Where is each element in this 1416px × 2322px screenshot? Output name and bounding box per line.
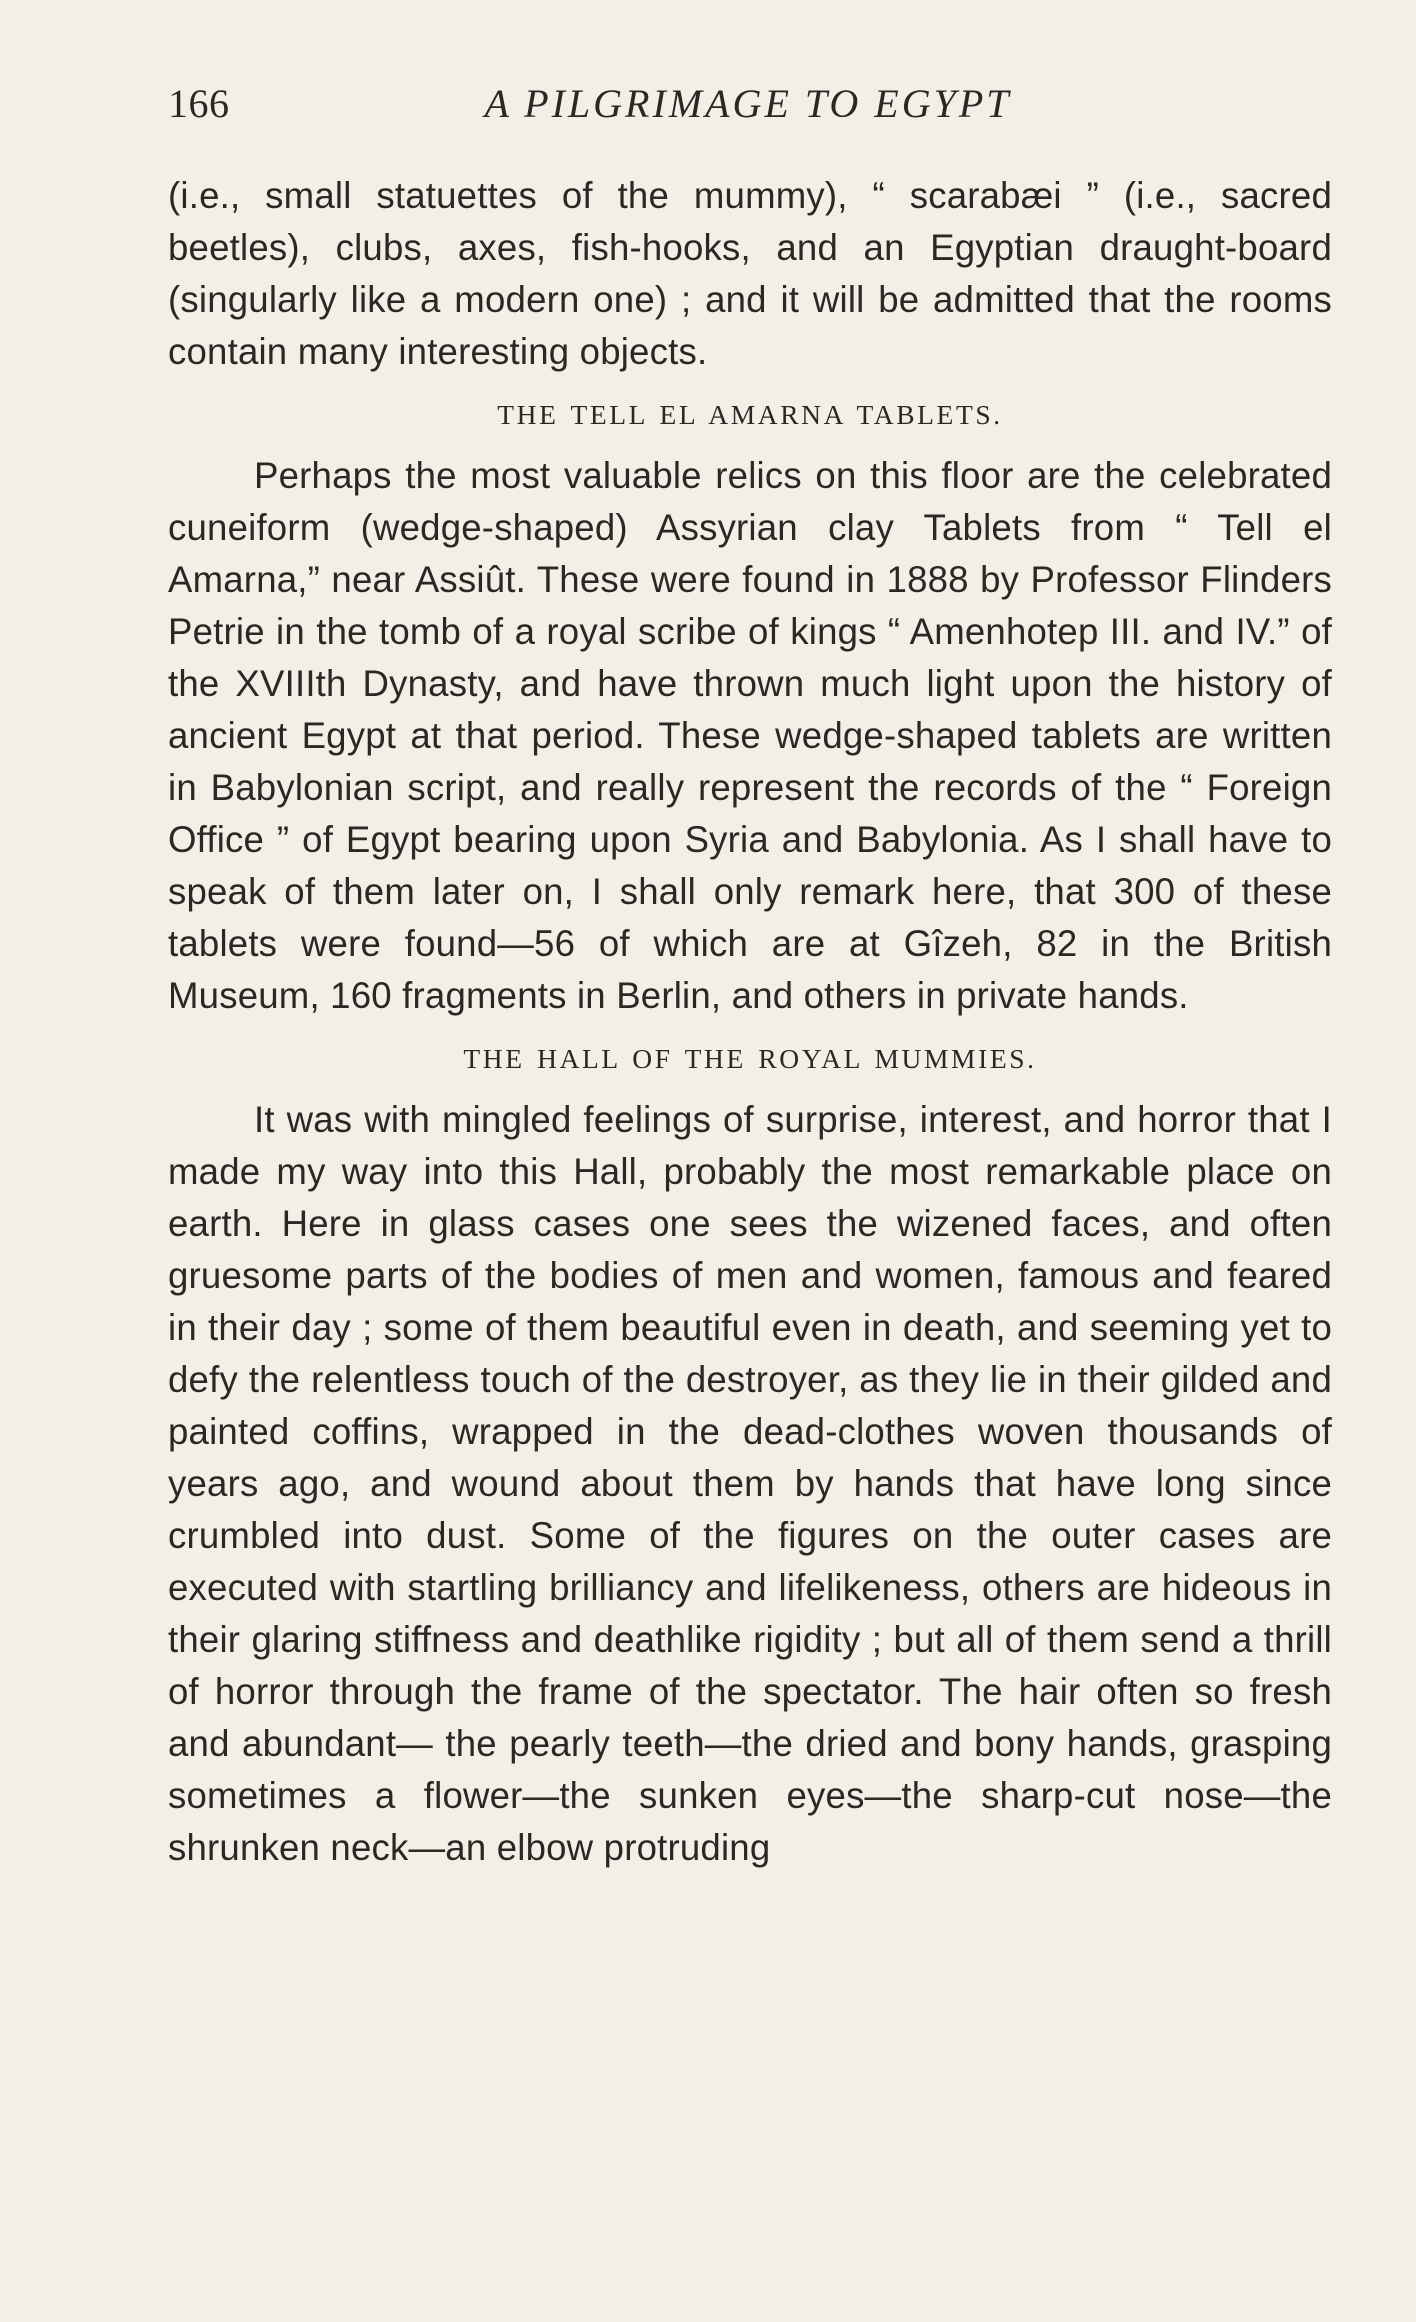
section-heading-tell-el-amarna: THE TELL EL AMARNA TABLETS. — [497, 399, 1003, 430]
section-heading-royal-mummies: THE HALL OF THE ROYAL MUMMIES. — [463, 1043, 1037, 1074]
continued-paragraph: (i.e., small statuettes of the mummy), “ scarabæi ” (i.e., sacred beetles), clubs, axes, fish-hooks, and an Egyptian draught-board (singularly like a modern one) ; and it will be admitted that the rooms contain many interesting objects. — [168, 175, 1332, 372]
paragraph-royal-mummies: It was with mingled feelings of surprise, interest, and horror that I made my way into this Hall, probably the most remarkable place on earth. Here in glass cases one sees the wizened faces, and often gruesome parts of the bodies of men and women, famous and feared in their day ; some of them beautiful even in death, and seeming yet to defy the relentless touch of the destroyer, as they lie in their gilded and painted coffins, wrapped in the dead-clothes woven thousands of years ago, and wound about them by hands that have long since crumbled into dust. Some of the figures on the outer cases are executed with startling brilliancy and lifelikeness, others are hideous in their glaring stiffness and deathlike rigidity ; but all of them send a thrill of horror through the frame of the spectator. The hair often so fresh and abundant— the pearly teeth—the dried and bony hands, grasping sometimes a flower—the sunken eyes—the sharp-cut nose—the shrunken neck—an elbow protruding — [168, 1099, 1332, 1868]
page-number: 166 — [168, 81, 230, 126]
paragraph-tell-el-amarna: Perhaps the most valuable relics on this floor are the celebrated cuneiform (wedge-shaped) Assyrian clay Tablets from “ Tell el Amarna,” near Assiût. These were found in 1888 by Professor Flinders Petrie in the tomb of a royal scribe of kings “ Amenhotep III. and IV.” of the XVIIIth Dynasty, and have thrown much light upon the history of ancient Egypt at that period. These wedge-shaped tablets are written in Babylonian script, and really represent the records of the “ Foreign Office ” of Egypt bearing upon Syria and Babylonia. As I shall have to speak of them later on, I shall only remark here, that 300 of these tablets were found—56 of which are at Gîzeh, 82 in the British Museum, 160 fragments in Berlin, and others in private hands. — [168, 455, 1332, 1016]
page-header — [168, 80, 1328, 140]
page-body — [168, 170, 1332, 1874]
running-title: A PILGRIMAGE TO EGYPT — [484, 81, 1012, 126]
